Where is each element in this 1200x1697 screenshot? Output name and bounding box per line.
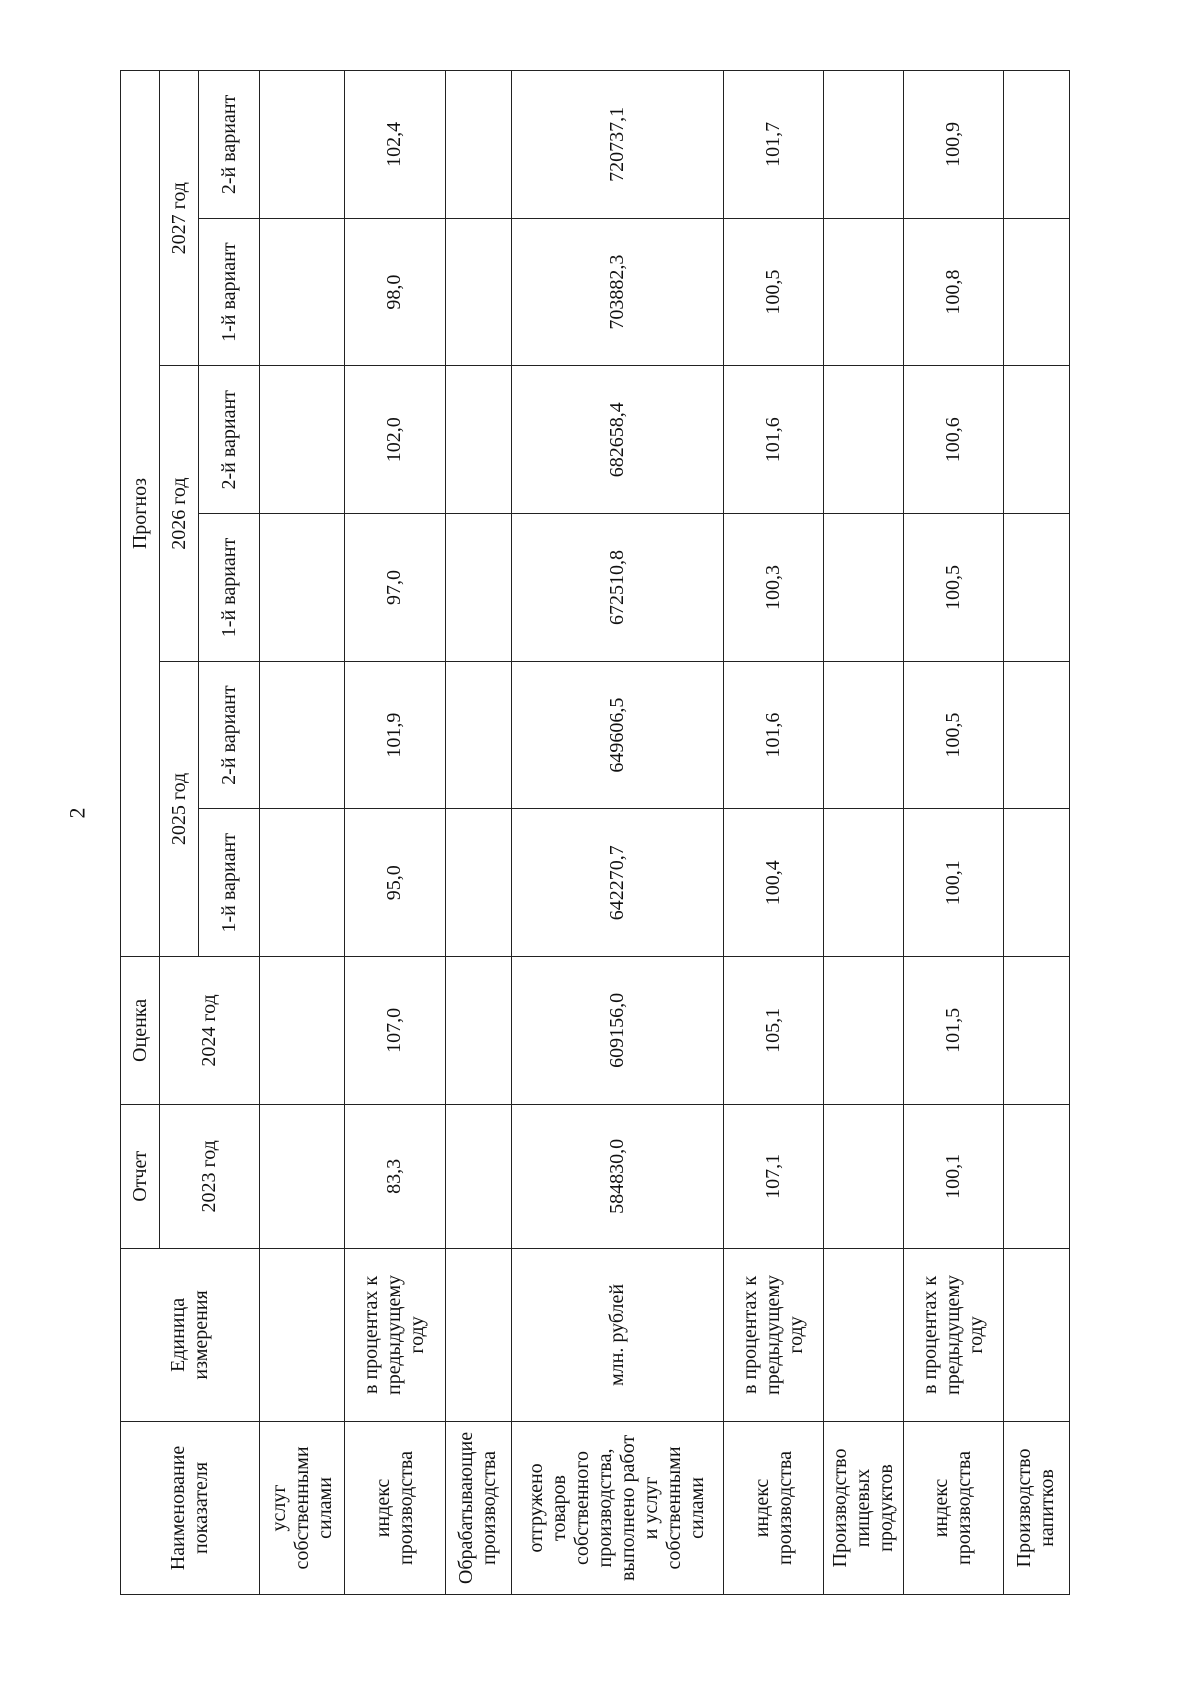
cell-2026-v2 [824,366,903,514]
header-2026-variant-2: 2-й вариант [199,366,260,514]
cell-2027-v1: 98,0 [345,218,445,366]
cell-2025-v1: 642270,7 [511,809,723,957]
table-row [345,71,445,1595]
cell-2025-v1: 100,1 [903,809,1003,957]
cell-2027-v2: 102,4 [345,71,445,219]
cell-2027-v2 [445,71,511,219]
header-2026: 2026 год [160,366,199,661]
cell-2025-v1 [445,809,511,957]
cell-2025-v2 [824,661,903,809]
cell-2024 [260,957,345,1105]
row-name: Обрабатывающие производства [445,1421,511,1594]
cell-2025-v2 [1003,661,1069,809]
cell-2027-v1: 100,5 [723,218,823,366]
cell-2024: 609156,0 [511,957,723,1105]
header-2024: 2024 год [160,957,260,1105]
cell-2026-v1 [260,514,345,662]
row-name: индекс производства [345,1421,445,1594]
cell-2027-v2 [260,71,345,219]
cell-2025-v2: 100,5 [903,661,1003,809]
header-estimate: Оценка [121,957,160,1105]
cell-2026-v1: 100,5 [903,514,1003,662]
header-2027-variant-1: 1-й вариант [199,218,260,366]
cell-2023: 107,1 [723,1104,823,1248]
header-report: Отчет [121,1104,160,1248]
row-name: отгружено товаров собственного производства, выполнено работ и услуг собственными силами [511,1421,723,1594]
table-row [903,71,1003,1595]
cell-2024: 101,5 [903,957,1003,1105]
cell-2024 [824,957,903,1105]
cell-2026-v2: 682658,4 [511,366,723,514]
table-row [723,71,823,1595]
cell-2023: 83,3 [345,1104,445,1248]
cell-2025-v2 [260,661,345,809]
cell-2025-v2: 101,6 [723,661,823,809]
table-row [511,71,723,1595]
cell-2023: 100,1 [903,1104,1003,1248]
row-unit [1003,1248,1069,1421]
header-2023: 2023 год [160,1104,260,1248]
table-row [824,71,903,1595]
cell-2026-v2: 100,6 [903,366,1003,514]
row-unit [445,1248,511,1421]
header-2025-variant-2: 2-й вариант [199,661,260,809]
cell-2027-v1 [260,218,345,366]
cell-2025-v1 [1003,809,1069,957]
header-indicator-name: Наименование показателя [121,1421,260,1594]
cell-2023 [1003,1104,1069,1248]
header-forecast: Прогноз [121,71,160,957]
cell-2023: 584830,0 [511,1104,723,1248]
cell-2027-v2 [1003,71,1069,219]
table-row [1003,71,1069,1595]
page-number: 2 [64,807,90,819]
cell-2023 [824,1104,903,1248]
header-2027-variant-2: 2-й вариант [199,71,260,219]
header-2026-variant-1: 1-й вариант [199,514,260,662]
cell-2025-v2 [445,661,511,809]
cell-2026-v2: 102,0 [345,366,445,514]
cell-2027-v2 [824,71,903,219]
row-unit [824,1248,903,1421]
row-name: услуг собственными силами [260,1421,345,1594]
row-name: Производство пищевых продуктов [824,1421,903,1594]
table-row [260,71,345,1595]
header-2025-variant-1: 1-й вариант [199,809,260,957]
cell-2025-v1 [824,809,903,957]
row-unit [260,1248,345,1421]
cell-2026-v1 [445,514,511,662]
row-name: индекс производства [723,1421,823,1594]
table-row [445,71,511,1595]
cell-2025-v2: 649606,5 [511,661,723,809]
cell-2024: 107,0 [345,957,445,1105]
cell-2026-v1 [824,514,903,662]
cell-2027-v2: 720737,1 [511,71,723,219]
cell-2026-v1: 672510,8 [511,514,723,662]
cell-2027-v2: 100,9 [903,71,1003,219]
cell-2024 [445,957,511,1105]
cell-2027-v1 [824,218,903,366]
cell-2027-v1 [445,218,511,366]
cell-2024: 105,1 [723,957,823,1105]
cell-2023 [260,1104,345,1248]
row-unit: в процентах к предыдущему году [345,1248,445,1421]
cell-2026-v1: 97,0 [345,514,445,662]
cell-2024 [1003,957,1069,1105]
cell-2026-v1 [1003,514,1069,662]
cell-2026-v2: 101,6 [723,366,823,514]
cell-2027-v1: 100,8 [903,218,1003,366]
cell-2026-v2 [260,366,345,514]
row-unit: млн. рублей [511,1248,723,1421]
cell-2026-v1: 100,3 [723,514,823,662]
cell-2026-v2 [1003,366,1069,514]
cell-2027-v1: 703882,3 [511,218,723,366]
cell-2025-v1: 95,0 [345,809,445,957]
row-name: Производство напитков [1003,1421,1069,1594]
cell-2023 [445,1104,511,1248]
table-container [120,70,1070,1595]
cell-2025-v2: 101,9 [345,661,445,809]
header-2027: 2027 год [160,71,199,366]
cell-2027-v1 [1003,218,1069,366]
cell-2027-v2: 101,7 [723,71,823,219]
row-name: индекс производства [903,1421,1003,1594]
cell-2025-v1: 100,4 [723,809,823,957]
header-unit: Единица измерения [121,1248,260,1421]
cell-2025-v1 [260,809,345,957]
row-unit: в процентах к предыдущему году [723,1248,823,1421]
header-2025: 2025 год [160,661,199,956]
forecast-table [120,70,1070,1595]
row-unit: в процентах к предыдущему году [903,1248,1003,1421]
cell-2026-v2 [445,366,511,514]
